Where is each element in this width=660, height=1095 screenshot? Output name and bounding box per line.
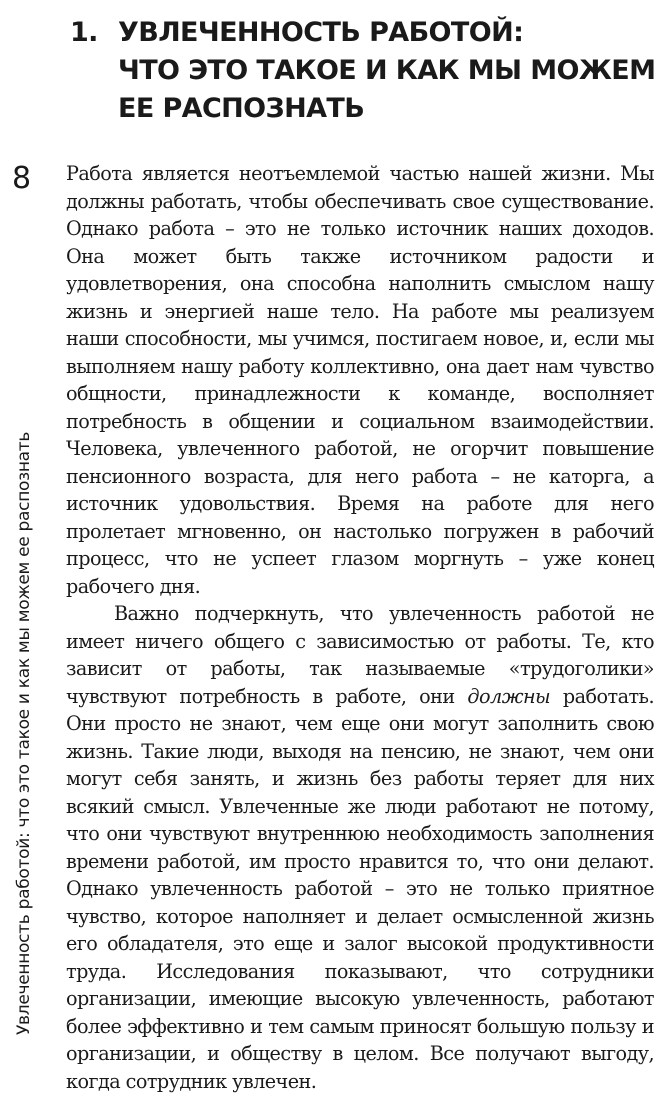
chapter-title-line-2: ЧТО ЭТО ТАКОЕ И КАК МЫ МОЖЕМ bbox=[118, 55, 656, 86]
chapter-number: 1. bbox=[70, 17, 98, 48]
paragraph-2 bbox=[66, 600, 654, 1095]
chapter-title-line-3: ЕЕ РАСПОЗНАТЬ bbox=[118, 93, 365, 124]
chapter-heading bbox=[70, 14, 656, 128]
running-head: Увлеченность работой: что это такое и как мы можем ее распознать bbox=[14, 431, 34, 1035]
paragraph-2-part-2: работать. Они просто не знают, чем еще они могут заполнить свою жизнь. Такие люди, выходя на пенсию, не знают, чем они могут себя занять, и жизнь без работы теряет для них всякий смысл. Увлеченные же люди работают не потому, что они чувствуют внутреннюю необходимость заполнения времени работой, им просто нравится то, что они делают. Однако увлеченность работой – это не только приятное чувство, которое наполняет и делает осмысленной жизнь его обладателя, это еще и залог высокой продуктивности труда. Исследования показывают, что сотрудники организации, имеющие высокую увлеченность, работают более эффективно и тем самым приносят большую пользу и организации, и обществу в целом. Все получают выгоду, когда сотрудник увлечен. bbox=[66, 684, 654, 1093]
paragraph-2-part-1: Важно подчеркнуть, что увлеченность работой не имеет ничего общего с зависимостью от работы. Те, кто зависит от работы, так называемые «трудоголики» чувствуют потребность в работе, они bbox=[66, 602, 654, 708]
paragraph-1: Работа является неотъемлемой частью нашей жизни. Мы должны работать, чтобы обеспечивать свое существование. Однако работа – это не только источник наших доходов. Она может быть также источником радости и удовлетворения, она способна наполнить смыслом нашу жизнь и энергией наше тело. На работе мы реализуем наши способности, мы учимся, постигаем новое, и, если мы выполняем нашу работу коллективно, она дает нам чувство общности, принадлежности к команде, восполняет потребность в общении и социальном взаимодействии. Человека, увлеченного работой, не огорчит повышение пенсионного возраста, для него работа – не каторга, а источник удовольствия. Время на работе для него пролетает мгновенно, он настолько погружен в рабочий процесс, что не успеет глазом моргнуть – уже конец рабочего дня. bbox=[66, 162, 654, 598]
paragraph-2-italic: должны bbox=[467, 684, 551, 708]
chapter-title-line-1: УВЛЕЧЕННОСТЬ РАБОТОЙ: bbox=[118, 17, 524, 48]
chapter-heading-line-1 bbox=[70, 14, 650, 52]
page-number: 8 bbox=[12, 161, 32, 196]
body-text bbox=[66, 160, 654, 1095]
running-head-container bbox=[4, 205, 44, 1035]
